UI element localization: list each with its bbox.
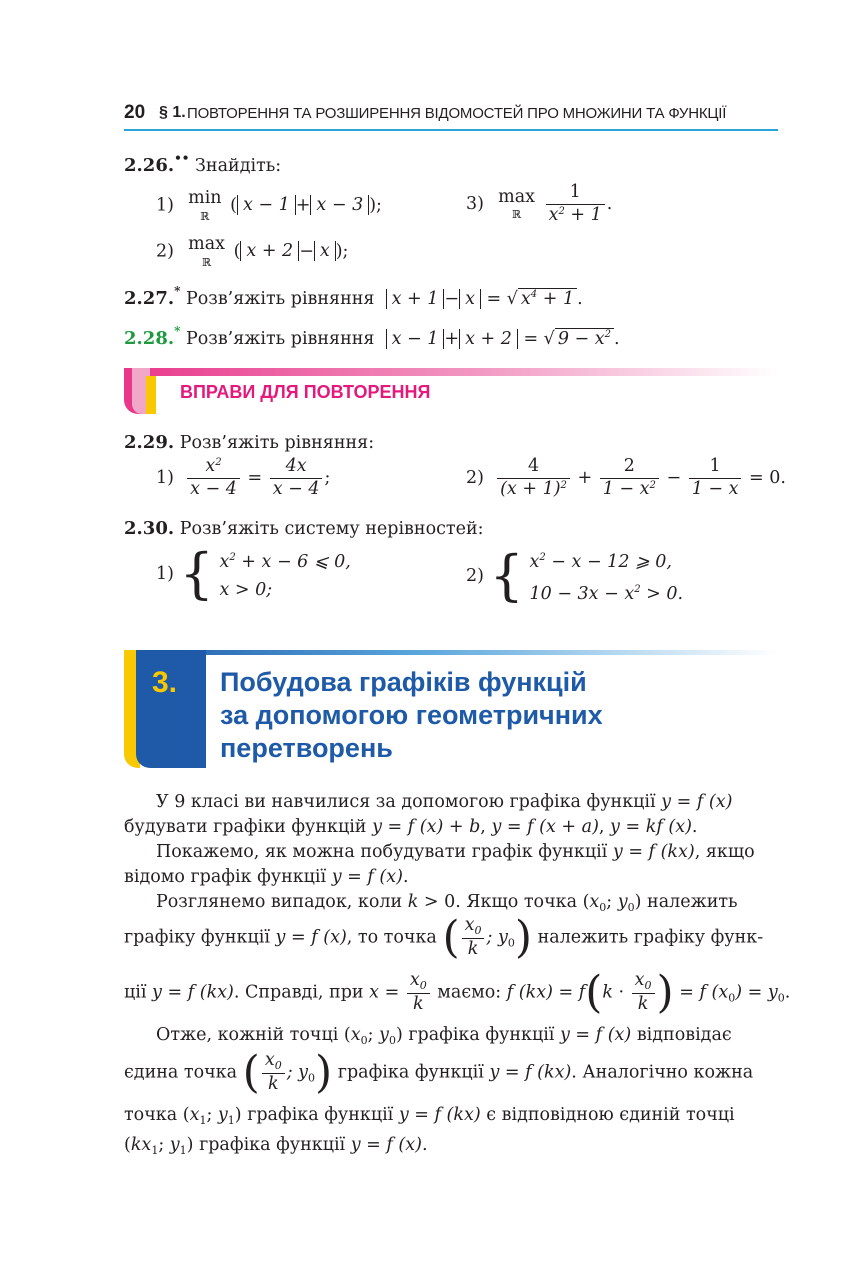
banner-gradient-bar xyxy=(124,368,778,376)
body-text: графіка функції xyxy=(247,1105,394,1125)
body-text: належить графіку функ- xyxy=(537,927,764,948)
problem-number: 2.28. xyxy=(124,328,175,349)
problem-2-26 xyxy=(124,151,281,176)
body-text: Отже, кожній точці xyxy=(156,1025,339,1045)
body-text: відповідає xyxy=(636,1025,732,1045)
section-gradient-bar xyxy=(124,650,778,655)
difficulty-mark: * xyxy=(174,284,181,298)
body-paragraph-4: Отже, кожній точці ($x_0$; $y_0$) графіка функції y = f (x) відповідає xyxy=(156,1025,732,1047)
page-number: 20 xyxy=(124,102,146,123)
chapter-title: ПОВТОРЕННЯ ТА РОЗШИРЕННЯ ВІДОМОСТЕЙ ПРО МНОЖИНИ ТА ФУНКЦІЇ xyxy=(187,105,727,122)
paragraph-label: § 1. xyxy=(159,104,186,121)
section-number: 3. xyxy=(152,666,178,699)
body-text: єдина точка xyxy=(124,1062,238,1083)
problem-text: Розв’яжіть систему нерівностей: xyxy=(179,519,484,539)
body-text: є відповідною єдиній точці xyxy=(486,1105,735,1125)
problem-2-29 xyxy=(124,432,374,453)
body-text: Розглянемо випадок, коли xyxy=(156,892,403,912)
exercise-banner xyxy=(124,368,778,414)
body-text: . Справді, при xyxy=(233,982,364,1003)
body-text: відомо графік функції xyxy=(124,867,327,887)
body-paragraph-1: У 9 класі ви навчилися за допомогою графіка функції y = f (x) будувати графіки функцій y = f (x) + b, y = f (x + a), y = kf (x). xyxy=(124,792,733,837)
item-2-30-1: 1) { $x^2 + x - 6$ ⩽ 0, x > 0; xyxy=(156,542,351,605)
item-2-29-1: 1) $\frac{x^2}{x - 4}$ = $\frac{4x}{x - 4}$ ; xyxy=(156,456,331,499)
body-text: , якщо xyxy=(694,842,755,862)
problem-text: Знайдіть: xyxy=(195,156,282,176)
body-text: графіка функції xyxy=(199,1135,346,1155)
difficulty-mark: * xyxy=(174,324,181,338)
exercise-banner-title: ВПРАВИ ДЛЯ ПОВТОРЕННЯ xyxy=(180,382,431,402)
body-text: графіку функції xyxy=(124,927,270,948)
section-title-line: Побудова графіків функцій xyxy=(220,667,587,697)
problem-number: 2.30. xyxy=(124,518,175,539)
section-title xyxy=(220,666,720,765)
item-2-26-1: 1) min ℝ ( x − 1 + x − 3 ); xyxy=(156,188,382,223)
item-2-30-2: 2) { $x^2 - x - 12$ ⩾ 0, $10 - 3x - x^2 > 0$. xyxy=(466,544,684,607)
section-title-line: перетворень xyxy=(220,733,393,763)
body-paragraph-4b: єдина точка ( $\frac{x_0}{k}$ ; $y_0$) графіка функції y = f (kx). Аналогічно кожна xyxy=(124,1046,754,1098)
problem-text: Розв’яжіть рівняння xyxy=(185,329,375,349)
body-text: точка xyxy=(124,1105,178,1125)
problem-number: 2.29. xyxy=(124,432,175,453)
body-paragraph-3: Розглянемо випадок, коли k > 0. Якщо точка ($x_0$; $y_0$) належить xyxy=(156,892,738,914)
body-paragraph-2: Покажемо, як можна побудувати графік функції y = f (kx), якщо відомо графік функції y = f (x). xyxy=(124,842,755,887)
problem-2-28: 2.28.* Розв’яжіть рівняння x − 1 + x + 2 = √ $9 - x^2$ . xyxy=(124,324,620,349)
item-2-29-2: 2) $\frac{4}{(x + 1)^2}$ + $\frac{2}{1 - x^2}$ − $\frac{1}{1 - x}$ = 0. xyxy=(466,456,786,499)
body-paragraph-3b: графіку функції y = f (x), то точка ( $\frac{x_0}{k}$ ; $y_0$) належить графіку функ- xyxy=(124,911,764,963)
problem-number: 2.26. xyxy=(124,155,175,176)
body-text: належить xyxy=(647,892,738,912)
header-rule xyxy=(124,129,778,131)
item-2-26-2: 2) max ℝ ( x + 2 − x ); xyxy=(156,234,349,269)
body-paragraph-3c: ції y = f (kx). Справді, при x = $\frac{x_0}{k}$ маємо: f (kx) = f(k · $\frac{x_0}{k}$ ) = f $(x_0) = y_0$. xyxy=(124,966,791,1018)
body-text: . Аналогічно кожна xyxy=(571,1062,754,1083)
body-text: маємо: xyxy=(437,982,502,1003)
problem-2-30 xyxy=(124,518,484,539)
body-text: У 9 класі ви навчилися за допомогою графіка функції xyxy=(156,792,656,812)
difficulty-mark: •• xyxy=(174,151,190,165)
problem-2-27: 2.27.* Розв’яжіть рівняння x + 1 − x = √ $x^4 + 1$ . xyxy=(124,284,583,309)
body-text: будувати графіки функцій xyxy=(124,817,367,837)
running-header xyxy=(124,100,778,130)
item-2-26-3: 3) max ℝ $\frac{1}{x^2 + 1}$ . xyxy=(466,182,613,225)
body-text: графіка функції xyxy=(337,1062,484,1083)
body-text: графіка функції xyxy=(408,1025,555,1045)
body-paragraph-4c: точка ($x_1$; $y_1$) графіка функції y = f (kx) є відповідною єдиній точці ($kx_1$; $y_1$) графіка функції y = f (x). xyxy=(124,1105,735,1157)
body-text: ції xyxy=(124,982,147,1003)
body-text: . Якщо точка xyxy=(455,892,578,912)
body-text: Покажемо, як можна побудувати графік функції xyxy=(156,842,608,862)
problem-number: 2.27. xyxy=(124,288,175,309)
body-text: , то точка xyxy=(346,927,437,948)
problem-text: Розв’яжіть рівняння xyxy=(185,289,375,309)
section-title-line: за допомогою геометричних xyxy=(220,700,603,730)
problem-text: Розв’яжіть рівняння: xyxy=(179,433,375,453)
banner-yellow-strip xyxy=(146,376,156,414)
